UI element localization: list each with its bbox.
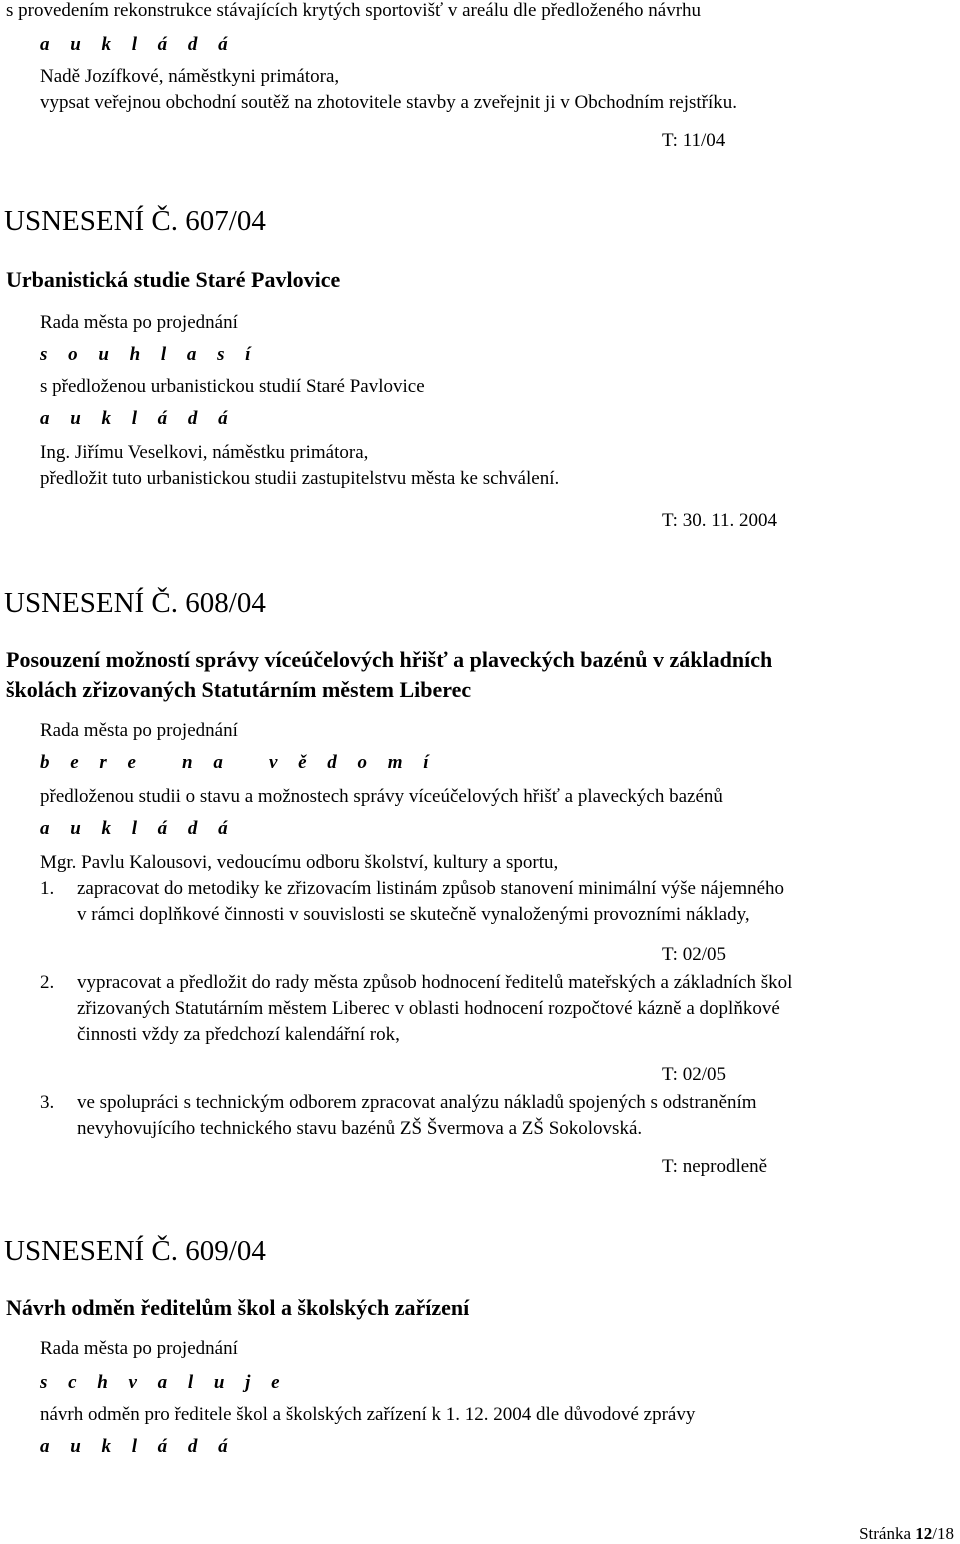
resolution-607-person: Ing. Jiřímu Veselkovi, náměstku primátora, [40,442,369,463]
total-pages: /18 [932,1524,954,1543]
intro-person: Nadě Jozífkové, náměstkyni primátora, [40,66,340,87]
list-item-term: T: neprodleně [662,1156,768,1177]
resolution-607-title: USNESENÍ Č. 607/04 [4,205,266,237]
resolution-609-text: návrh odměn pro ředitele škol a školských zařízení k 1. 12. 2004 dle důvodové zprávy [40,1404,696,1425]
current-page: 12 [915,1524,933,1543]
resolution-607-task: předložit tuto urbanistickou studii zastupitelstvu města ke schválení. [40,468,560,489]
resolution-607-heading: Urbanistická studie Staré Pavlovice [6,267,341,292]
intro-verb: a u k l á d á [40,34,236,55]
list-item-line: zřizovaných Statutárním městem Liberec v oblasti hodnocení rozpočtové kázně a doplňkové [77,998,780,1019]
list-item-term: T: 02/05 [662,944,726,965]
list-item-line: činnosti vždy za předchozí kalendářní rok, [77,1024,400,1045]
resolution-607-term: T: 30. 11. 2004 [662,510,777,531]
resolution-608-text: předloženou studii o stavu a možnostech správy víceúčelových hřišť a plaveckých bazénů [40,786,723,807]
resolution-608-verb-orders: a u k l á d á [40,818,236,839]
list-item-number: 2. [40,972,55,993]
resolution-608-person: Mgr. Pavlu Kalousovi, vedoucímu odboru školství, kultury a sportu, [40,852,559,873]
list-item-line: v rámci doplňkové činnosti v souvislosti se skutečně vynaloženými provozními náklady, [77,904,750,925]
list-item-line: zapracovat do metodiky ke zřizovacím listinám způsob stanovení minimální výše nájemného [77,878,785,899]
list-item-number: 3. [40,1092,55,1113]
resolution-608-heading-line2: školách zřizovaných Statutárním městem Liberec [6,677,472,702]
page-number [859,1524,954,1544]
resolution-609-verb-approves: s c h v a l u j e [40,1372,288,1393]
list-item-line: ve spolupráci s technickým odborem zpracovat analýzu nákladů spojených s odstraněním [77,1092,757,1113]
list-item-line: vypracovat a předložit do rady města způsob hodnocení ředitelů mateřských a základních škol [77,972,793,993]
resolution-608-heading-line1: Posouzení možností správy víceúčelových hřišť a plaveckých bazénů v základních [6,647,773,672]
intro-text-line: s provedením rekonstrukce stávajících krytých sportovišť v areálu dle předloženého návrhu [6,0,702,21]
resolution-608-title: USNESENÍ Č. 608/04 [4,587,266,619]
resolution-607-text: s předloženou urbanistickou studií Staré Pavlovice [40,376,425,397]
list-item-term: T: 02/05 [662,1064,726,1085]
list-item-line: nevyhovujícího technického stavu bazénů ZŠ Švermova a ZŠ Sokolovská. [77,1118,643,1139]
resolution-607-council: Rada města po projednání [40,312,238,333]
resolution-607-verb-orders: a u k l á d á [40,408,236,429]
list-item-number: 1. [40,878,55,899]
resolution-609-council: Rada města po projednání [40,1338,238,1359]
resolution-607-verb-agrees: s o u h l a s í [40,344,259,365]
page-label: Stránka [859,1524,912,1543]
resolution-609-heading: Návrh odměn ředitelům škol a školských zařízení [6,1295,470,1320]
resolution-608-verb-notes: b e r e n a v ě d o m í [40,752,437,773]
resolution-608-council: Rada města po projednání [40,720,238,741]
resolution-609-title: USNESENÍ Č. 609/04 [4,1235,266,1267]
intro-term: T: 11/04 [662,130,726,151]
resolution-609-verb-orders: a u k l á d á [40,1436,236,1457]
intro-task: vypsat veřejnou obchodní soutěž na zhotovitele stavby a zveřejnit ji v Obchodním rejstříku. [40,92,738,113]
